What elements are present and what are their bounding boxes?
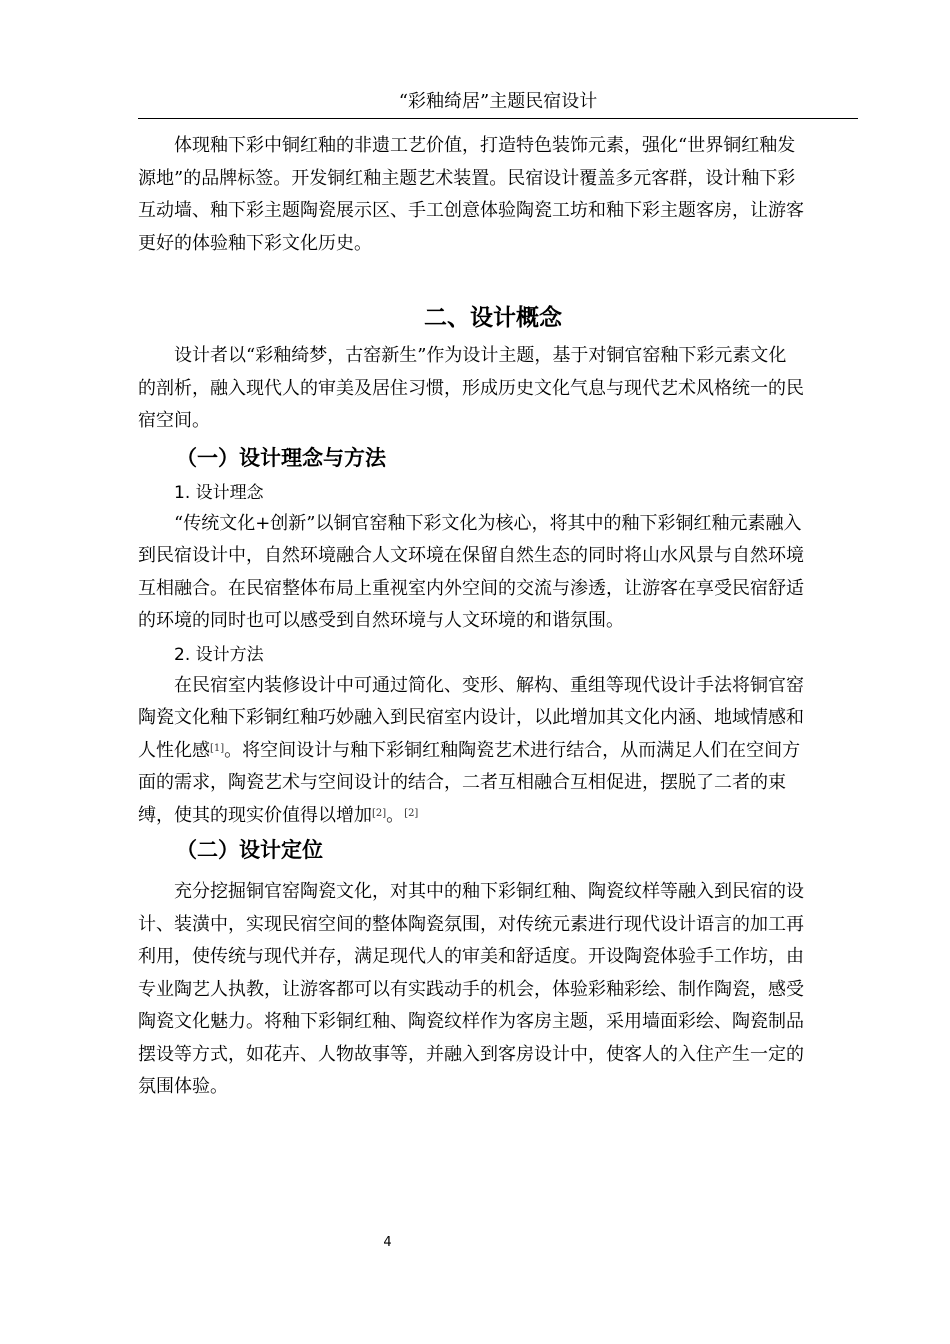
item-heading-design-method: 2. 设计方法: [174, 644, 264, 665]
method-paragraph: [138, 670, 848, 833]
subsection-heading-positioning: （二）设计定位: [176, 837, 323, 862]
text-line: 源地”的品牌标签。开发铜红釉主题艺术装置。民宿设计覆盖多元客群，设计釉下彩: [138, 167, 796, 189]
text-line: 更好的体验釉下彩文化历史。: [138, 232, 372, 254]
text-line: 互动墙、釉下彩主题陶瓷展示区、手工创意体验陶瓷工坊和釉下彩主题客房，让游客: [138, 200, 804, 221]
page-body: [138, 128, 848, 1104]
citation-ref[interactable]: [2]: [404, 807, 419, 819]
item-heading-design-philosophy: 1. 设计理念: [174, 482, 264, 503]
citation-ref[interactable]: [2]: [372, 807, 387, 819]
header-rule: [138, 118, 858, 119]
text-line: 利用，使传统与现代并存，满足现代人的审美和舒适度。开设陶瓷体验手工作坊，由: [138, 946, 804, 967]
text-line: 在民宿室内装修设计中可通过简化、变形、解构、重组等现代设计手法将铜官窑: [174, 674, 804, 696]
subsection-heading-philosophy-method: （一）设计理念与方法: [176, 444, 386, 470]
text-line: 宿空间。: [138, 410, 210, 431]
text-line: 陶瓷文化魅力。将釉下彩铜红釉、陶瓷纹样作为客房主题，采用墙面彩绘、陶瓷制品: [138, 1011, 804, 1032]
page-number: 4: [383, 1235, 392, 1250]
text-run: 缚，使其的现实价值得以增加: [138, 804, 372, 826]
text-line: [138, 800, 848, 833]
running-header: “彩釉绮居”主题民宿设计: [398, 91, 598, 112]
concept-paragraph: [138, 340, 848, 438]
intro-paragraph: [138, 130, 848, 260]
text-line: “传统文化+创新”以铜官窑釉下彩文化为核心，将其中的釉下彩铜红釉元素融入: [174, 512, 802, 534]
text-line: 陶瓷文化釉下彩铜红釉巧妙融入到民宿室内设计，以此增加其文化内涵、地域情感和: [138, 707, 804, 728]
text-line: 氛围体验。: [138, 1076, 228, 1097]
citation-ref[interactable]: [1]: [210, 742, 225, 754]
text-run: 人性化感: [138, 739, 210, 761]
text-line: [138, 735, 848, 768]
text-line: 的环境的同时也可以感受到自然环境与人文环境的和谐氛围。: [138, 610, 624, 631]
text-line: 到民宿设计中，自然环境融合人文环境在保留自然生态的同时将山水风景与自然环境: [138, 545, 804, 566]
text-line: 面的需求，陶瓷艺术与空间设计的结合，二者互相融合互相促进，摆脱了二者的束: [138, 772, 786, 793]
philosophy-paragraph: [138, 508, 848, 638]
text-line: 互相融合。在民宿整体布局上重视室内外空间的交流与渗透，让游客在享受民宿舒适: [138, 577, 804, 599]
text-line: 充分挖掘铜官窑陶瓷文化，对其中的釉下彩铜红釉、陶瓷纹样等融入到民宿的设: [174, 881, 804, 902]
section-heading-design-concept: 二、设计概念: [424, 304, 562, 331]
text-run: 。将空间设计与釉下彩铜红釉陶瓷艺术进行结合，从而满足人们在空间方: [224, 739, 801, 761]
text-line: 体现釉下彩中铜红釉的非遗工艺价值，打造特色装饰元素，强化“世界铜红釉发: [174, 135, 796, 156]
text-line: 设计者以“彩釉绮梦，古窑新生”作为设计主题，基于对铜官窑釉下彩元素文化: [174, 345, 787, 366]
text-line: 专业陶艺人执教，让游客都可以有实践动手的机会，体验彩釉彩绘、制作陶瓷，感受: [138, 978, 804, 1000]
text-line: 的剖析，融入现代人的审美及居住习惯，形成历史文化气息与现代艺术风格统一的民: [138, 377, 804, 399]
text-line: 计、装潢中，实现民宿空间的整体陶瓷氛围，对传统元素进行现代设计语言的加工再: [138, 913, 804, 935]
positioning-paragraph: [138, 876, 848, 1104]
text-line: 摆设等方式，如花卉、人物故事等，并融入到客房设计中，使客人的入住产生一定的: [138, 1043, 804, 1065]
text-run: 。: [386, 804, 405, 826]
